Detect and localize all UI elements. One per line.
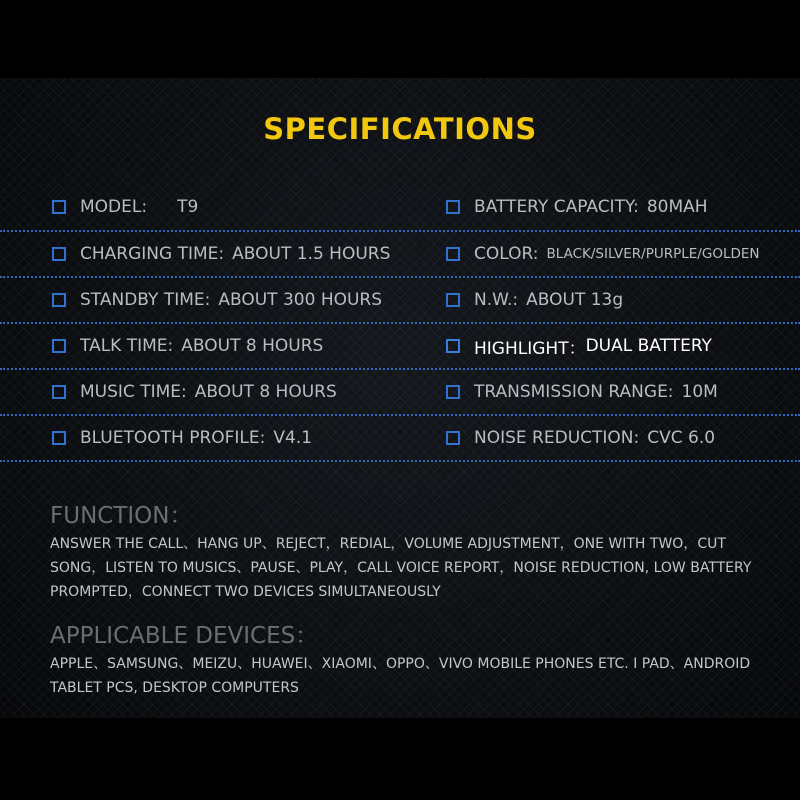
spec-label: STANDBY TIME: [80, 290, 211, 310]
square-bullet-icon [446, 247, 460, 261]
spec-item-noise-reduction [446, 415, 715, 461]
spec-label: N.W.: [474, 290, 519, 310]
spec-row [0, 184, 800, 230]
top-black-band [0, 0, 800, 78]
square-bullet-icon [446, 339, 460, 353]
spec-item-color [446, 231, 760, 277]
spec-value: V4.1 [273, 428, 313, 448]
function-text: ANSWER THE CALL、HANG UP、REJECT，REDIAL，VOLUME ADJUSTMENT，ONE WITH TWO，CUT SONG，LISTEN TO MUSICS、PAUSE、PLAY，CALL VOICE REPORT，NOISE REDUCTION, LOW BATTERY PROMPTED，CONNECT TWO DEVICES SIMULTANEOUSLY [50, 536, 752, 600]
spec-value: 10M [681, 382, 718, 402]
square-bullet-icon [52, 385, 66, 399]
spec-item-model [52, 184, 198, 230]
spec-label: TRANSMISSION RANGE: [474, 382, 674, 402]
spec-value: T9 [177, 197, 199, 217]
spec-value: ABOUT 8 HOURS [194, 382, 337, 402]
spec-value: BLACK/SILVER/PURPLE/GOLDEN [546, 246, 760, 262]
spec-value: ABOUT 1.5 HOURS [232, 244, 391, 264]
spec-value: CVC 6.0 [647, 428, 716, 448]
spec-row [0, 415, 800, 461]
spec-label: MODEL: [80, 197, 148, 217]
row-divider [0, 460, 800, 462]
spec-label: NOISE REDUCTION: [474, 428, 640, 448]
spec-label: TALK TIME: [80, 336, 174, 356]
spec-value: ABOUT 13g [526, 290, 624, 310]
spec-item-highlight [446, 323, 712, 369]
square-bullet-icon [446, 431, 460, 445]
spec-row [0, 323, 800, 369]
square-bullet-icon [52, 339, 66, 353]
bottom-black-band [0, 718, 800, 800]
spec-row [0, 369, 800, 415]
page-title: SPECIFICATIONS [263, 112, 537, 146]
applicable-devices-heading: APPLICABLE DEVICES： [50, 623, 319, 649]
spec-label: BATTERY CAPACITY: [474, 197, 639, 217]
square-bullet-icon [52, 200, 66, 214]
spec-label: CHARGING TIME: [80, 244, 225, 264]
spec-value: ABOUT 300 HOURS [218, 290, 383, 310]
square-bullet-icon [52, 293, 66, 307]
spec-label: BLUETOOTH PROFILE: [80, 428, 266, 448]
square-bullet-icon [446, 293, 460, 307]
spec-value: DUAL BATTERY [585, 336, 712, 356]
spec-item-net-weight [446, 277, 623, 323]
spec-label: MUSIC TIME: [80, 382, 187, 402]
spec-value: 80MAH [646, 197, 708, 217]
square-bullet-icon [446, 200, 460, 214]
square-bullet-icon [446, 385, 460, 399]
spec-item-talk-time [52, 323, 323, 369]
spec-item-music-time [52, 369, 337, 415]
applicable-devices-text: APPLE、SAMSUNG、MEIZU、HUAWEI、XIAOMI、OPPO、VIVO MOBILE PHONES ETC. I PAD、ANDROID TABLET PCS, DESKTOP COMPUTERS [50, 656, 751, 696]
spec-item-standby-time [52, 277, 382, 323]
spec-item-bluetooth-profile [52, 415, 312, 461]
spec-label: HIGHLIGHT： [474, 338, 586, 359]
spec-item-charging-time [52, 231, 390, 277]
spec-value: ABOUT 8 HOURS [181, 336, 324, 356]
spec-item-transmission-range [446, 369, 718, 415]
square-bullet-icon [52, 247, 66, 261]
spec-row [0, 231, 800, 277]
square-bullet-icon [52, 431, 66, 445]
spec-label: COLOR: [474, 244, 539, 264]
function-heading: FUNCTION： [50, 503, 193, 529]
spec-row [0, 277, 800, 323]
spec-item-battery-capacity [446, 184, 708, 230]
